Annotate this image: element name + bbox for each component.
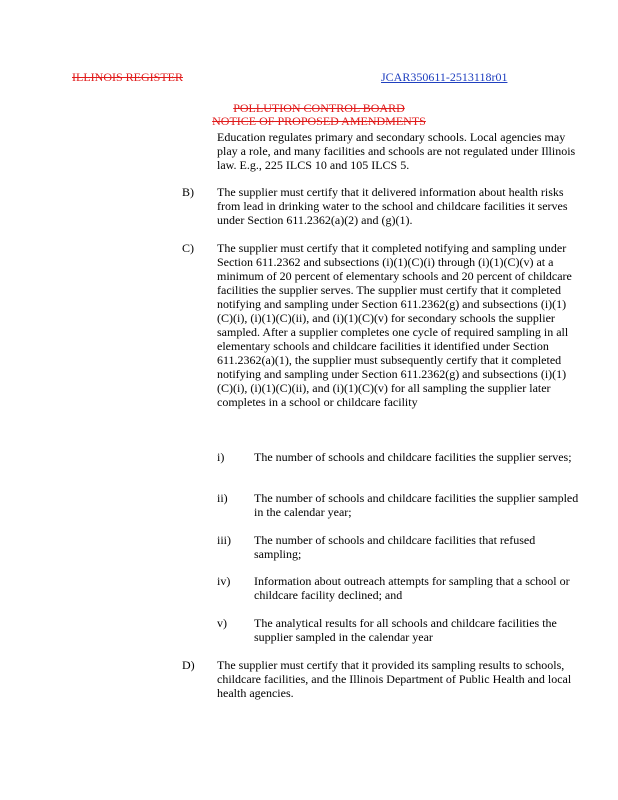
subitem-label: i) — [217, 450, 225, 464]
subitem-text: The number of schools and childcare facilities that refused sampling; — [254, 533, 536, 561]
item-label: C) — [182, 241, 194, 255]
intro-paragraph: Education regulates primary and secondary schools. Local agencies may play a role, and many facilities and schools are not regulated under Illinois law. E.g., 225 ILCS 10 and 105 ILCS 5. — [217, 130, 576, 172]
subitem-label: iv) — [217, 574, 231, 588]
subitem-text: The number of schools and childcare facilities the supplier sampled in the calendar year; — [254, 491, 579, 519]
subitem-text: Information about outreach attempts for sampling that a school or childcare facility declined; and — [254, 574, 570, 602]
subitem-text: The analytical results for all schools and childcare facilities the supplier sampled in the calendar year — [254, 616, 557, 644]
subitem-label: ii) — [217, 491, 228, 505]
item-label: B) — [182, 185, 194, 199]
document-code-link[interactable]: JCAR350611-2513118r01 — [381, 70, 508, 84]
notice-heading — [199, 102, 439, 128]
item-text: The supplier must certify that it completed notifying and sampling under Section 611.2362 and subsections (i)(1)(C)(i) through (i)(1)(C)(v) at a minimum of 20 percent of elementary schools and 20 percent of childcare facilities the supplier serves. The supplier must certify that it completed notifying and sampling under Section 611.2362(g) and subsections (i)(1)(C)(i), (i)(1)(C)(ii), and (i)(1)(C)(v) for secondary schools the supplier sampled. After a supplier completes one cycle of required sampling in all elementary schools and childcare facilities it identified under Section 611.2362(a)(1), the supplier must subsequently certify that it completed notifying and sampling under Section 611.2362(g) and subsections (i)(1)(C)(i), (i)(1)(C)(ii), and (i)(1)(C)(v) for all sampling the supplier later completes in a school or childcare facility — [217, 241, 572, 409]
notice-title: NOTICE OF PROPOSED AMENDMENTS — [212, 114, 426, 128]
register-header: ILLINOIS REGISTER — [72, 70, 183, 84]
item-text: The supplier must certify that it provided its sampling results to schools, childcare facilities, and the Illinois Department of Public Health and local health agencies. — [217, 658, 572, 700]
subitem-label: iii) — [217, 533, 231, 547]
subitem-label: v) — [217, 616, 227, 630]
item-label: D) — [182, 658, 195, 672]
item-text: The supplier must certify that it delivered information about health risks from lead in drinking water to the school and childcare facilities it serves under Section 611.2362(a)(2) and (g)(1). — [217, 185, 568, 227]
board-name: POLLUTION CONTROL BOARD — [233, 101, 405, 115]
subitem-text: The number of schools and childcare facilities the supplier serves; — [254, 450, 572, 464]
